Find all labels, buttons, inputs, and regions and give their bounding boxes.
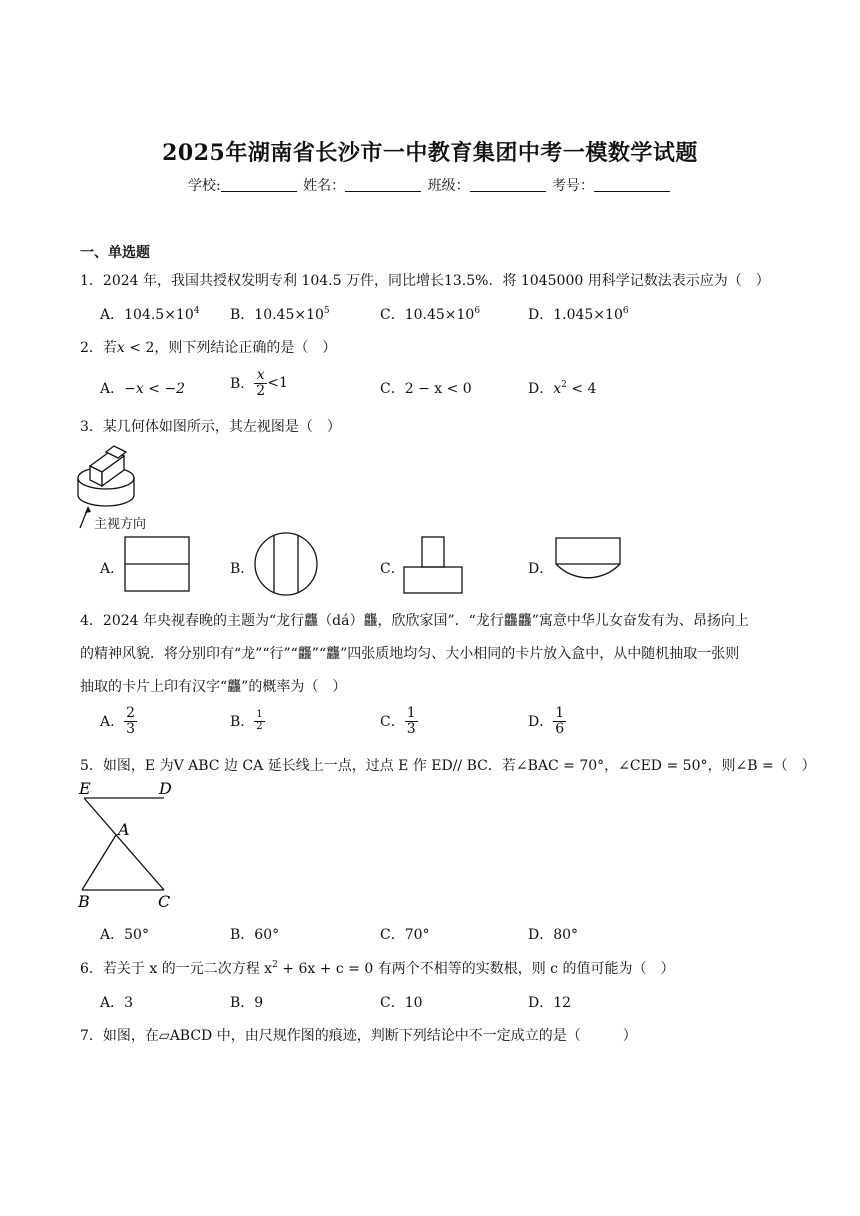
q5-option-d: D．80° xyxy=(528,927,579,943)
label-b: B xyxy=(78,892,90,911)
q2-option-c: C．2 − x < 0 xyxy=(380,381,472,397)
exam-no-blank xyxy=(594,177,670,192)
q3-option-d-label: D． xyxy=(528,561,554,577)
label-a: A xyxy=(118,820,130,839)
q2-option-a: A．−x < −2 xyxy=(100,381,186,397)
q1-option-d: D．$1.045\times 10^6$ xyxy=(528,306,629,323)
q3-option-a-figure xyxy=(124,536,192,594)
q2-option-b: B． $\frac{x}{2}$ <1 xyxy=(230,367,288,399)
question-4-line-1: 4．2024 年央视春晚的主题为“龙行龘（dá）龘，欣欣家国”．“龙行龘龘”寓意中华儿女奋发有为、昂扬向上 xyxy=(80,613,749,629)
page-title: 2025年湖南省长沙市一中教育集团中考一模数学试题 xyxy=(162,140,698,166)
q5-triangle-figure xyxy=(76,780,186,912)
question-4-line-2: 的精神风貌．将分别印有“龙”“行”“龘”“龘”四张质地均匀、大小相同的卡片放入盒中，从中随机抽取一张则 xyxy=(80,646,740,662)
section-heading: 一、单选题 xyxy=(80,245,150,261)
q5-option-c: C．70° xyxy=(380,927,430,943)
q3-option-c-figure xyxy=(402,536,466,596)
q6-option-d: D．12 xyxy=(528,995,572,1011)
student-info-line xyxy=(0,175,860,195)
class-label: 班级： xyxy=(427,178,470,194)
q6-option-c: C．10 xyxy=(380,995,423,1011)
q3-option-d-figure xyxy=(554,536,624,596)
name-blank xyxy=(345,177,421,192)
question-number: 1． xyxy=(80,273,103,289)
q1-option-b: B．$10.45\times 10^5$ xyxy=(230,306,330,323)
q4-option-d: D． $\frac{1}{6}$ xyxy=(528,705,565,737)
q1-option-c: C．$10.45\times 10^6$ xyxy=(380,306,481,323)
q5-option-b: B．60° xyxy=(230,927,280,943)
q2-option-d: D．$x^2 < 4$ xyxy=(528,380,597,397)
school-label: 学校: xyxy=(187,178,221,194)
question-5: 5．如图，E 为V ABC 边 CA 延长线上一点，过点 E 作 ED// BC．若∠BAC = 70°，∠CED = 50°，则∠B =（ ） xyxy=(80,758,816,774)
label-e: E xyxy=(79,779,91,798)
q6-option-a: A．3 xyxy=(100,995,134,1011)
direction-label: 主视方向 xyxy=(94,517,147,532)
school-blank xyxy=(221,177,297,192)
q4-option-c: C． $\frac{1}{3}$ xyxy=(380,705,416,737)
q4-option-b: B． $\frac{1}{2}$ xyxy=(230,709,263,732)
q3-option-b-label: B． xyxy=(230,561,255,577)
q1-option-a: A．$104.5\times 10^4$ xyxy=(100,306,200,323)
question-2: 2．若x < 2，则下列结论正确的是（ ） xyxy=(80,340,337,356)
label-c: C xyxy=(158,892,171,911)
label-d: D xyxy=(159,779,172,798)
exam-no-label: 考号： xyxy=(552,178,595,194)
question-text: 2024 年，我国共授权发明专利 104.5 万件，同比增长13.5%．将 1045000 用科学记数法表示应为（ ） xyxy=(102,273,770,289)
q3-option-c-label: C． xyxy=(380,561,405,577)
q5-option-a: A．50° xyxy=(100,927,149,943)
question-6: 6．若关于 x 的一元二次方程 $x^2 + 6x + c = 0$ 有两个不相等的实数根，则 c 的值可能为（ ） xyxy=(80,960,675,977)
class-blank xyxy=(470,177,546,192)
q3-option-a-label: A． xyxy=(100,561,125,577)
q4-option-a: A． $\frac{2}{3}$ xyxy=(100,705,136,737)
question-4-line-3: 抽取的卡片上印有汉字“龘”的概率为（ ） xyxy=(80,679,347,695)
q6-option-b: B．9 xyxy=(230,995,264,1011)
question-3: 3．某几何体如图所示，其左视图是（ ） xyxy=(80,419,341,435)
q3-option-b-figure xyxy=(254,532,320,598)
question-7: 7．如图，在▱ABCD 中，由尺规作图的痕迹，判断下列结论中不一定成立的是（ ） xyxy=(80,1028,637,1044)
question-1 xyxy=(80,270,770,290)
name-label: 姓名： xyxy=(303,178,346,194)
